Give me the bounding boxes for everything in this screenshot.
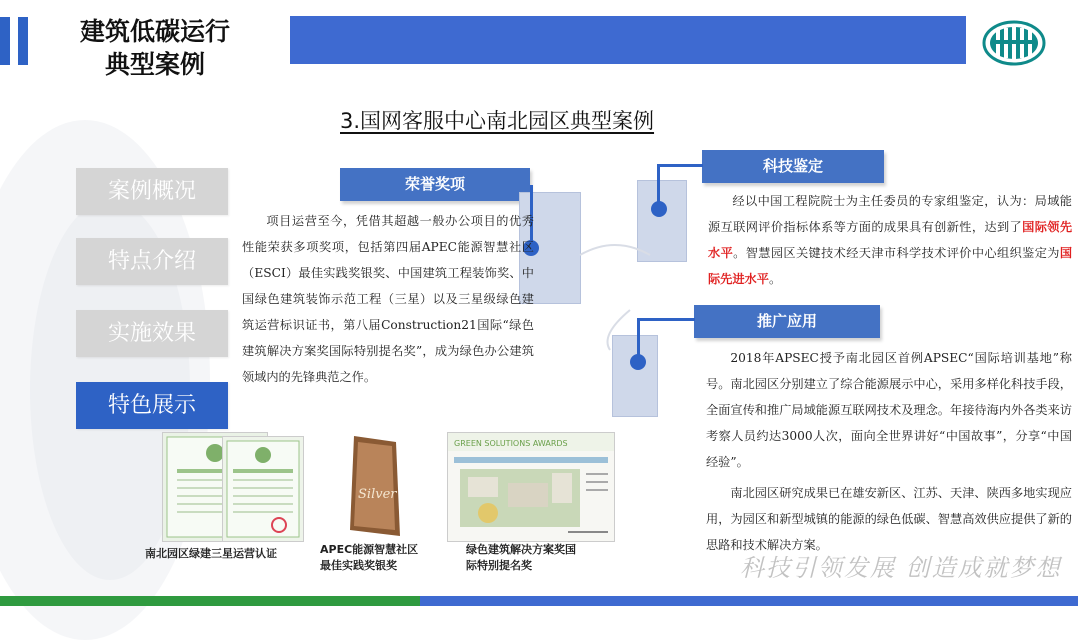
silver-award-trophy-image	[340, 432, 410, 540]
flow-arrows-decoration	[570, 215, 680, 355]
page-title-line1: 建筑低碳运行	[79, 17, 230, 46]
tech-text-part1: 经以中国工程院院士为主任委员的专家组鉴定，认为：局域能源互联网评价指标体系等方面的成果具有创新性，达到了	[708, 194, 1072, 234]
nav-item-showcase[interactable]: 特色展示	[76, 382, 228, 429]
nav-item-case-overview[interactable]: 案例概况	[76, 168, 228, 215]
nav-item-features[interactable]: 特点介绍	[76, 238, 228, 285]
honors-heading: 荣誉奖项	[340, 168, 530, 201]
header-accent-bar	[0, 17, 10, 65]
promotion-text-2: 南北园区研究成果已在雄安新区、江苏、天津、陕西多地实现应用，为园区和新型城镇的能源的绿色低碳、智慧高效供应提供了新的思路和技术解决方案。	[706, 486, 1072, 552]
tech-text-part2: 。智慧园区关键技术经天津市科学技术评价中心组织鉴定为	[733, 246, 1060, 260]
header-accent-bar-2	[18, 17, 28, 65]
footer-slogan: 科技引领发展 创造成就梦想	[740, 554, 1062, 582]
header-band	[290, 16, 966, 64]
tech-connector-vline	[657, 164, 660, 204]
award-cert-title: GREEN SOLUTIONS AWARDS	[454, 439, 568, 448]
gallery-caption-3	[466, 542, 576, 574]
promotion-connector-dot	[630, 354, 646, 370]
gallery-caption-3-line2: 际特别提名奖	[466, 559, 532, 572]
gallery-caption-1: 南北园区绿建三星运营认证	[145, 547, 277, 560]
tech-appraisal-text	[708, 188, 1072, 292]
tech-highlight-leading: 国际领先水平	[708, 220, 1073, 260]
gallery-caption-3-line1: 绿色建筑解决方案奖国	[466, 543, 576, 556]
honors-text: 项目运营至今，凭借其超越一般办公项目的优秀性能荣获多项奖项，包括第四届APEC能源智慧社区（ESCI）最佳实践奖银奖、中国建筑工程装饰奖、中国绿色建筑装饰示范工程（三星）以及三星级绿色建筑运营标识证书，第八届Construction21国际“绿色建筑解决方案奖国际特别提名奖”，成为绿色办公建筑领域内的先锋典范之作。	[242, 214, 534, 384]
promotion-heading: 推广应用	[694, 305, 880, 338]
certificate-image-2	[222, 436, 304, 542]
page-title	[50, 15, 260, 81]
tech-connector-hline	[657, 164, 703, 167]
tech-appraisal-heading: 科技鉴定	[702, 150, 884, 183]
gallery-caption-2-line2: 最佳实践奖银奖	[320, 559, 397, 572]
tech-highlight-advanced: 国际先进水平	[708, 246, 1073, 286]
gallery-caption-2	[320, 542, 418, 574]
promotion-text-1: 2018年APSEC授予南北园区首例APSEC“国际培训基地”称号。南北园区分别建立了综合能源展示中心，采用多样化科技手段，全面宣传和推广局域能源互联网技术及理念。年接待海内外各类来访考察人员约达3000人次，面向全世界讲好“中国故事”，分享“中国经验”。	[706, 351, 1072, 469]
trophy-text: Silver	[358, 487, 397, 502]
green-solutions-award-image	[447, 432, 615, 542]
tech-text-part3: 。	[768, 272, 782, 286]
footer-blue-bar	[420, 596, 1078, 606]
gallery-caption-2-line1: APEC能源智慧社区	[320, 543, 419, 556]
footer-green-bar	[0, 596, 420, 606]
nav-item-results[interactable]: 实施效果	[76, 310, 228, 357]
state-grid-logo-icon	[982, 20, 1046, 66]
section-subtitle: 3.国网客服中心南北园区典型案例	[340, 109, 655, 133]
page-title-line2: 典型案例	[104, 50, 205, 79]
